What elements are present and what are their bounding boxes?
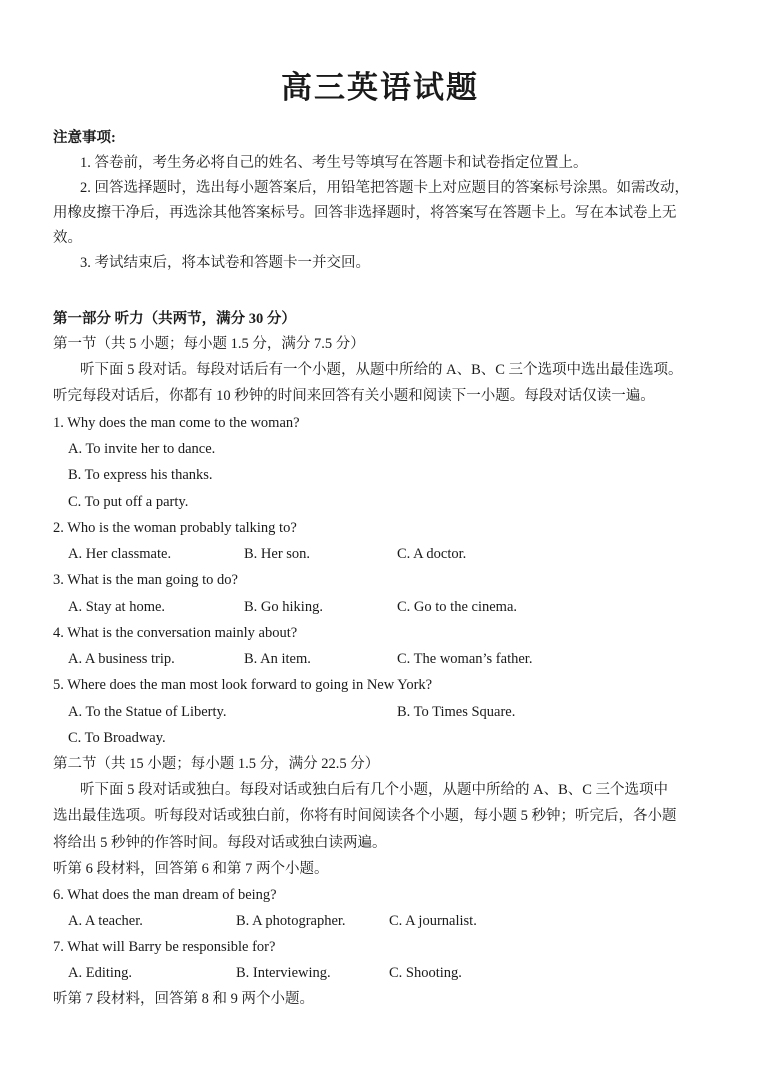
question-7: 7. What will Barry be responsible for? (53, 939, 276, 955)
question-6-option-b: B. A photographer. (236, 913, 346, 929)
section2-instructions-line-1: 听下面 5 段对话或独白。每段对话或独白后有几个小题，从题中所给的 A、B、C 三个选项中 (80, 782, 669, 798)
question-7-option-b: B. Interviewing. (236, 965, 331, 981)
section1-instructions-line-2: 听完每段对话后，你都有 10 秒钟的时间来回答有关小题和阅读下一小题。每段对话仅读一遍。 (53, 388, 655, 404)
question-1-option-c: C. To put off a party. (68, 494, 189, 510)
question-4-option-a: A. A business trip. (68, 651, 175, 667)
notice-heading: 注意事项: (53, 130, 116, 146)
question-2-option-c: C. A doctor. (397, 546, 467, 562)
notice-item-2-line-3: 效。 (53, 230, 82, 246)
question-3-option-b: B. Go hiking. (244, 599, 323, 615)
question-4-option-c: C. The woman’s father. (397, 651, 533, 667)
question-4: 4. What is the conversation mainly about? (53, 625, 298, 641)
section2-instructions-line-3: 将给出 5 秒钟的作答时间。每段对话或独白读两遍。 (53, 835, 387, 851)
question-1-option-b: B. To express his thanks. (68, 467, 213, 483)
question-6-option-a: A. A teacher. (68, 913, 143, 929)
question-2-option-b: B. Her son. (244, 546, 311, 562)
question-6-option-c: C. A journalist. (389, 913, 477, 929)
notice-item-1: 1. 答卷前，考生务必将自己的姓名、考生号等填写在答题卡和试卷指定位置上。 (80, 155, 588, 171)
question-5-option-a: A. To the Statue of Liberty. (68, 704, 227, 720)
section1-instructions-line-1: 听下面 5 段对话。每段对话后有一个小题，从题中所给的 A、B、C 三个选项中选出最佳选项。 (80, 362, 683, 378)
section2-instructions-line-2: 选出最佳选项。听每段对话或独白前，你将有时间阅读各个小题，每小题 5 秒钟；听完后，各小题 (53, 808, 677, 824)
part1-heading: 第一部分 听力（共两节，满分 30 分） (53, 311, 296, 327)
section1-heading: 第一节（共 5 小题；每小题 1.5 分，满分 7.5 分） (53, 336, 365, 352)
question-3-option-c: C. Go to the cinema. (397, 599, 518, 615)
material-6-note: 听第 6 段材料，回答第 6 和第 7 两个小题。 (53, 861, 329, 877)
question-3: 3. What is the man going to do? (53, 572, 238, 588)
question-1-option-a: A. To invite her to dance. (68, 441, 216, 457)
material-7-note: 听第 7 段材料，回答第 8 和 9 两个小题。 (53, 991, 314, 1007)
question-5-option-c: C. To Broadway. (68, 730, 166, 746)
question-7-option-c: C. Shooting. (389, 965, 462, 981)
notice-item-2-line-1: 2. 回答选择题时，选出每小题答案后，用铅笔把答题卡上对应题目的答案标号涂黑。如需改动， (80, 180, 689, 196)
question-1: 1. Why does the man come to the woman? (53, 415, 300, 431)
question-7-option-a: A. Editing. (68, 965, 133, 981)
question-5: 5. Where does the man most look forward to going in New York? (53, 677, 433, 693)
question-2: 2. Who is the woman probably talking to? (53, 520, 297, 536)
page-title: 高三英语试题 (281, 70, 479, 106)
question-5-option-b: B. To Times Square. (397, 704, 516, 720)
question-2-option-a: A. Her classmate. (68, 546, 172, 562)
notice-item-3: 3. 考试结束后，将本试卷和答题卡一并交回。 (80, 255, 370, 271)
notice-item-2-line-2: 用橡皮擦干净后，再选涂其他答案标号。回答非选择题时，将答案写在答题卡上。写在本试卷上无 (53, 205, 677, 221)
question-4-option-b: B. An item. (244, 651, 311, 667)
question-3-option-a: A. Stay at home. (68, 599, 166, 615)
question-6: 6. What does the man dream of being? (53, 887, 277, 903)
section2-heading: 第二节（共 15 小题；每小题 1.5 分，满分 22.5 分） (53, 756, 380, 772)
